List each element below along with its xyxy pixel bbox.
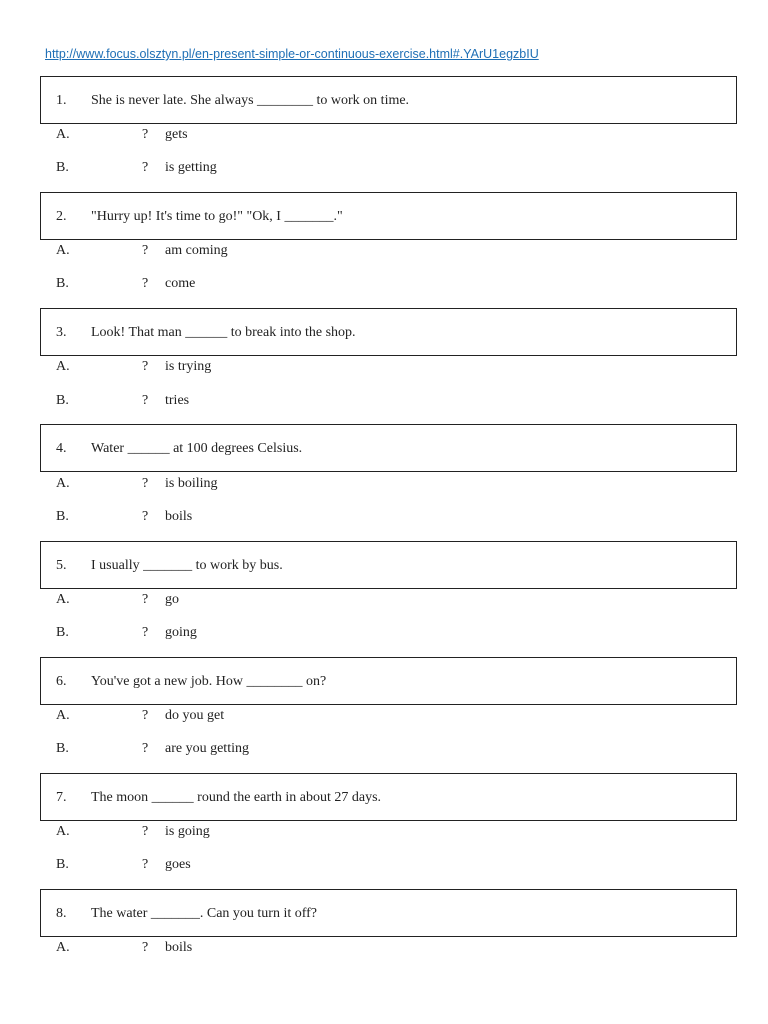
question-text: You've got a new job. How ________ on? — [91, 674, 327, 689]
option-text: go — [165, 592, 179, 607]
answer-option[interactable] — [56, 739, 656, 759]
source-link[interactable]: http://www.focus.olsztyn.pl/en-present-simple-or-continuous-exercise.html#.YArU1egzbIU — [45, 47, 539, 61]
option-letter: B. — [56, 741, 69, 756]
option-text: is boiling — [165, 476, 218, 491]
option-marker: ? — [142, 243, 149, 258]
question-box — [40, 424, 737, 472]
option-letter: B. — [56, 393, 69, 408]
question-box — [40, 889, 737, 937]
option-marker: ? — [142, 741, 149, 756]
question-number: 6. — [56, 674, 67, 689]
question-box — [40, 192, 737, 240]
option-text: is trying — [165, 359, 212, 374]
option-letter: A. — [56, 359, 70, 374]
question-text: Look! That man ______ to break into the shop. — [91, 325, 356, 340]
question-box — [40, 541, 737, 589]
question-number: 8. — [56, 906, 67, 921]
answer-option[interactable] — [56, 590, 656, 610]
option-letter: A. — [56, 127, 70, 142]
option-text: tries — [165, 393, 190, 408]
answer-option[interactable] — [56, 938, 656, 958]
option-marker: ? — [142, 509, 149, 524]
option-letter: B. — [56, 160, 69, 175]
question-text: I usually _______ to work by bus. — [91, 558, 283, 573]
option-letter: A. — [56, 824, 70, 839]
question-box — [40, 657, 737, 705]
option-marker: ? — [142, 940, 149, 955]
option-marker: ? — [142, 127, 149, 142]
option-text: is getting — [165, 160, 217, 175]
option-letter: A. — [56, 592, 70, 607]
option-letter: B. — [56, 857, 69, 872]
option-letter: B. — [56, 625, 69, 640]
option-letter: B. — [56, 276, 69, 291]
option-text: boils — [165, 509, 193, 524]
option-letter: B. — [56, 509, 69, 524]
answer-option[interactable] — [56, 158, 656, 178]
option-marker: ? — [142, 393, 149, 408]
question-text: "Hurry up! It's time to go!" "Ok, I _______." — [91, 209, 343, 224]
question-box — [40, 76, 737, 124]
option-marker: ? — [142, 359, 149, 374]
option-marker: ? — [142, 160, 149, 175]
question-text: The water _______. Can you turn it off? — [91, 906, 318, 921]
question-text: Water ______ at 100 degrees Celsius. — [91, 441, 303, 456]
option-text: going — [165, 625, 197, 640]
answer-option[interactable] — [56, 507, 656, 527]
option-text: gets — [165, 127, 188, 142]
question-text: She is never late. She always ________ to work on time. — [91, 93, 410, 108]
question-number: 7. — [56, 790, 67, 805]
option-text: do you get — [165, 708, 225, 723]
answer-option[interactable] — [56, 357, 656, 377]
question-number: 5. — [56, 558, 67, 573]
question-number: 3. — [56, 325, 67, 340]
option-marker: ? — [142, 857, 149, 872]
question-number: 2. — [56, 209, 67, 224]
option-marker: ? — [142, 476, 149, 491]
answer-option[interactable] — [56, 274, 656, 294]
option-marker: ? — [142, 625, 149, 640]
option-marker: ? — [142, 592, 149, 607]
answer-option[interactable] — [56, 474, 656, 494]
option-text: am coming — [165, 243, 228, 258]
option-letter: A. — [56, 708, 70, 723]
answer-option[interactable] — [56, 706, 656, 726]
question-box — [40, 773, 737, 821]
option-letter: A. — [56, 243, 70, 258]
option-marker: ? — [142, 708, 149, 723]
answer-option[interactable] — [56, 822, 656, 842]
answer-option[interactable] — [56, 241, 656, 261]
question-number: 1. — [56, 93, 67, 108]
option-text: is going — [165, 824, 210, 839]
option-letter: A. — [56, 940, 70, 955]
option-marker: ? — [142, 824, 149, 839]
option-text: boils — [165, 940, 193, 955]
option-marker: ? — [142, 276, 149, 291]
option-text: come — [165, 276, 196, 291]
answer-option[interactable] — [56, 623, 656, 643]
option-text: are you getting — [165, 741, 249, 756]
answer-option[interactable] — [56, 391, 656, 411]
option-text: goes — [165, 857, 191, 872]
answer-option[interactable] — [56, 855, 656, 875]
option-letter: A. — [56, 476, 70, 491]
question-text: The moon ______ round the earth in about 27 days. — [91, 790, 382, 805]
question-box — [40, 308, 737, 356]
question-number: 4. — [56, 441, 67, 456]
answer-option[interactable] — [56, 125, 656, 145]
